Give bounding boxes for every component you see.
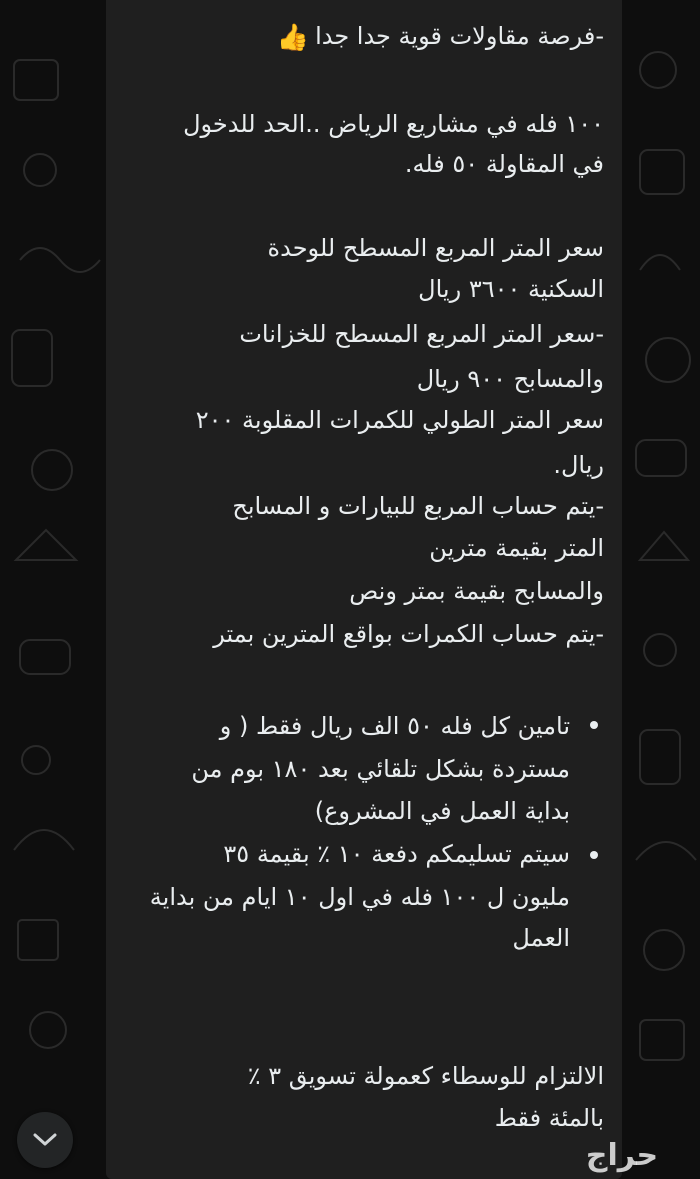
message-line: -سعر المتر المربع المسطح للخزانات <box>239 320 604 348</box>
scroll-to-bottom-button[interactable] <box>17 1112 73 1168</box>
chevron-down-icon <box>32 1132 58 1148</box>
message-line: والمسابح ٩٠٠ ريال <box>416 365 604 393</box>
thumbs-up-icon: 👍 <box>276 23 310 53</box>
message-line: بالمئة فقط <box>494 1104 604 1132</box>
bullet-line: العمل <box>512 924 570 952</box>
bullet-line: مستردة بشكل تلقائي بعد ١٨٠ بوم من <box>191 755 570 783</box>
message-line: ١٠٠ فله في مشاريع الرياض ..الحد للدخول <box>183 110 604 138</box>
watermark-logo: حراج <box>585 1138 659 1173</box>
bullet-icon <box>590 851 598 859</box>
message-bubble[interactable] <box>106 0 622 1179</box>
message-line: سعر المتر الطولي للكمرات المقلوبة ٢٠٠ <box>195 406 604 434</box>
message-line: ريال. <box>553 451 604 479</box>
message-line: السكنية ٣٦٠٠ ريال <box>418 275 604 303</box>
message-line: في المقاولة ٥٠ فله. <box>404 150 604 178</box>
message-line: -يتم حساب المربع للبيارات و المسابح <box>232 492 604 520</box>
message-line: المتر بقيمة مترين <box>429 534 604 562</box>
bullet-line: مليون ل ١٠٠ فله في اول ١٠ ايام من بداية <box>149 883 570 911</box>
message-line: سعر المتر المربع المسطح للوحدة <box>267 234 604 262</box>
message-line: الالتزام للوسطاء كعمولة تسويق ٣ ٪ <box>247 1062 604 1090</box>
bullet-line: بداية العمل في المشروع) <box>314 797 570 825</box>
message-line: -فرصة مقاولات قوية جدا جدا👍 <box>276 22 604 53</box>
bullet-icon <box>590 721 598 729</box>
message-line: والمسابح بقيمة بمتر ونص <box>349 577 604 605</box>
bullet-line: تامين كل فله ٥٠ الف ريال فقط ( و <box>219 712 570 740</box>
message-line: -يتم حساب الكمرات بواقع المترين بمتر <box>213 620 604 648</box>
bullet-line: سيتم تسليمكم دفعة ١٠ ٪ بقيمة ٣٥ <box>223 840 570 868</box>
